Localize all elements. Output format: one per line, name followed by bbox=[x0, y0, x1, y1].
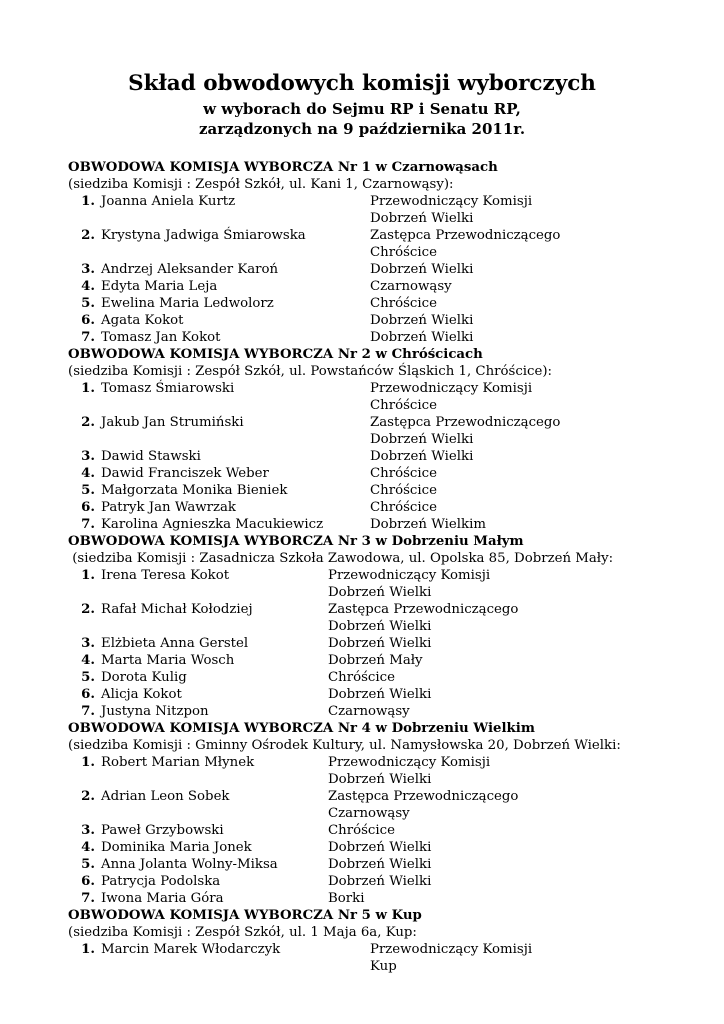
member-row bbox=[68, 329, 718, 346]
member-role: Przewodniczący Komisji bbox=[370, 381, 533, 396]
member-number: 1. bbox=[81, 942, 95, 957]
member-row bbox=[68, 703, 718, 720]
member-place-row bbox=[68, 958, 718, 975]
member-place: Chróścice bbox=[370, 483, 437, 498]
member-row bbox=[68, 482, 718, 499]
member-row bbox=[68, 873, 718, 890]
commission-seat: (siedziba Komisji : Zespół Szkół, ul. Powstańców Śląskich 1, Chróścice): bbox=[68, 364, 553, 379]
member-name: Anna Jolanta Wolny-Miksa bbox=[101, 857, 278, 872]
commission-seat: (siedziba Komisji : Zespół Szkół, ul. 1 Maja 6a, Kup: bbox=[68, 925, 417, 940]
member-place-row bbox=[68, 805, 718, 822]
member-name: Marcin Marek Włodarczyk bbox=[101, 942, 281, 957]
member-place: Dobrzeń Wielki bbox=[328, 857, 432, 872]
member-role: Przewodniczący Komisji bbox=[328, 755, 491, 770]
member-number: 3. bbox=[81, 262, 95, 277]
member-number: 1. bbox=[81, 194, 95, 209]
member-place: Dobrzeń Wielki bbox=[328, 636, 432, 651]
member-name: Dawid Stawski bbox=[101, 449, 201, 464]
member-role: Przewodniczący Komisji bbox=[370, 942, 533, 957]
member-row bbox=[68, 890, 718, 907]
member-place-row bbox=[68, 771, 718, 788]
member-place: Chróścice bbox=[370, 245, 437, 260]
commission-heading: OBWODOWA KOMISJA WYBORCZA Nr 1 w Czarnowąsach bbox=[68, 160, 498, 175]
member-name: Justyna Nitzpon bbox=[101, 704, 209, 719]
member-name: Joanna Aniela Kurtz bbox=[101, 194, 236, 209]
member-place: Chróścice bbox=[370, 398, 437, 413]
member-place-row bbox=[68, 618, 718, 635]
member-number: 6. bbox=[81, 313, 95, 328]
member-name: Robert Marian Młynek bbox=[101, 755, 255, 770]
document-title: Skład obwodowych komisji wyborczych bbox=[128, 71, 596, 96]
member-place: Dobrzeń Wielki bbox=[328, 874, 432, 889]
member-place: Dobrzeń Wielki bbox=[370, 211, 474, 226]
member-number: 1. bbox=[81, 568, 95, 583]
member-row bbox=[68, 754, 718, 771]
member-name: Małgorzata Monika Bieniek bbox=[101, 483, 288, 498]
member-row bbox=[68, 499, 718, 516]
member-name: Karolina Agnieszka Macukiewicz bbox=[101, 517, 324, 532]
member-row bbox=[68, 380, 718, 397]
member-place: Chróścice bbox=[370, 296, 437, 311]
member-row bbox=[68, 856, 718, 873]
member-place-row bbox=[68, 210, 718, 227]
member-row bbox=[68, 567, 718, 584]
member-number: 5. bbox=[81, 296, 95, 311]
member-number: 7. bbox=[81, 891, 95, 906]
member-name: Elżbieta Anna Gerstel bbox=[101, 636, 249, 651]
member-number: 3. bbox=[81, 449, 95, 464]
member-name: Iwona Maria Góra bbox=[101, 891, 224, 906]
member-name: Ewelina Maria Ledwolorz bbox=[101, 296, 274, 311]
member-role: Zastępca Przewodniczącego bbox=[328, 789, 519, 804]
member-place-row bbox=[68, 244, 718, 261]
member-name: Irena Teresa Kokot bbox=[101, 568, 230, 583]
member-place: Czarnowąsy bbox=[370, 279, 452, 294]
member-place: Chróścice bbox=[328, 823, 395, 838]
member-role: Przewodniczący Komisji bbox=[370, 194, 533, 209]
member-number: 6. bbox=[81, 687, 95, 702]
commission-section bbox=[68, 159, 718, 346]
member-place: Dobrzeń Mały bbox=[328, 653, 423, 668]
member-number: 5. bbox=[81, 670, 95, 685]
commission-section bbox=[68, 720, 718, 907]
commission-list bbox=[68, 159, 718, 975]
member-number: 4. bbox=[81, 840, 95, 855]
commission-section bbox=[68, 907, 718, 975]
member-name: Dominika Maria Jonek bbox=[101, 840, 252, 855]
member-row bbox=[68, 601, 718, 618]
member-name: Dorota Kulig bbox=[101, 670, 187, 685]
member-place-row bbox=[68, 431, 718, 448]
member-row bbox=[68, 295, 718, 312]
member-row bbox=[68, 261, 718, 278]
member-name: Patrycja Podolska bbox=[101, 874, 221, 889]
member-row bbox=[68, 312, 718, 329]
commission-heading: OBWODOWA KOMISJA WYBORCZA Nr 5 w Kup bbox=[68, 908, 422, 923]
member-row bbox=[68, 193, 718, 210]
member-place: Chróścice bbox=[328, 670, 395, 685]
member-number: 2. bbox=[81, 228, 95, 243]
member-row bbox=[68, 414, 718, 431]
member-row bbox=[68, 822, 718, 839]
member-row bbox=[68, 839, 718, 856]
member-number: 1. bbox=[81, 381, 95, 396]
member-place-row bbox=[68, 397, 718, 414]
member-place: Chróścice bbox=[370, 466, 437, 481]
member-place: Chróścice bbox=[370, 500, 437, 515]
member-place: Dobrzeń Wielki bbox=[328, 585, 432, 600]
member-row bbox=[68, 635, 718, 652]
member-place: Dobrzeń Wielki bbox=[328, 687, 432, 702]
member-role: Zastępca Przewodniczącego bbox=[328, 602, 519, 617]
member-place: Dobrzeń Wielki bbox=[328, 772, 432, 787]
member-place: Czarnowąsy bbox=[328, 806, 410, 821]
member-name: Paweł Grzybowski bbox=[101, 823, 224, 838]
commission-seat: (siedziba Komisji : Gminny Ośrodek Kultury, ul. Namysłowska 20, Dobrzeń Wielki: bbox=[68, 738, 621, 753]
member-place: Dobrzeń Wielki bbox=[370, 262, 474, 277]
member-number: 4. bbox=[81, 466, 95, 481]
member-number: 5. bbox=[81, 857, 95, 872]
member-name: Krystyna Jadwiga Śmiarowska bbox=[101, 228, 306, 243]
member-name: Edyta Maria Leja bbox=[101, 279, 218, 294]
member-number: 7. bbox=[81, 704, 95, 719]
member-number: 2. bbox=[81, 789, 95, 804]
member-number: 5. bbox=[81, 483, 95, 498]
member-row bbox=[68, 788, 718, 805]
member-name: Rafał Michał Kołodziej bbox=[101, 602, 253, 617]
member-role: Zastępca Przewodniczącego bbox=[370, 228, 561, 243]
commission-heading: OBWODOWA KOMISJA WYBORCZA Nr 4 w Dobrzeniu Wielkim bbox=[68, 721, 535, 736]
member-name: Patryk Jan Wawrzak bbox=[101, 500, 236, 515]
member-name: Tomasz Śmiarowski bbox=[101, 381, 235, 396]
member-name: Tomasz Jan Kokot bbox=[101, 330, 221, 345]
member-number: 3. bbox=[81, 636, 95, 651]
member-role: Zastępca Przewodniczącego bbox=[370, 415, 561, 430]
member-place: Kup bbox=[370, 959, 397, 974]
member-row bbox=[68, 652, 718, 669]
member-number: 2. bbox=[81, 602, 95, 617]
member-place: Dobrzeń Wielki bbox=[370, 313, 474, 328]
member-row bbox=[68, 465, 718, 482]
member-number: 7. bbox=[81, 330, 95, 345]
member-row bbox=[68, 278, 718, 295]
document-subtitle-line2: zarządzonych na 9 października 2011r. bbox=[198, 120, 526, 138]
member-name: Agata Kokot bbox=[101, 313, 184, 328]
member-place: Dobrzeń Wielki bbox=[370, 449, 474, 464]
member-place-row bbox=[68, 584, 718, 601]
commission-heading: OBWODOWA KOMISJA WYBORCZA Nr 2 w Chróścicach bbox=[68, 347, 483, 362]
member-row bbox=[68, 686, 718, 703]
commission-seat: (siedziba Komisji : Zasadnicza Szkoła Zawodowa, ul. Opolska 85, Dobrzeń Mały: bbox=[68, 551, 614, 566]
member-number: 6. bbox=[81, 500, 95, 515]
member-row bbox=[68, 448, 718, 465]
member-name: Marta Maria Wosch bbox=[101, 653, 235, 668]
commission-section bbox=[68, 533, 718, 720]
member-number: 6. bbox=[81, 874, 95, 889]
member-place: Czarnowąsy bbox=[328, 704, 410, 719]
member-row bbox=[68, 669, 718, 686]
member-number: 7. bbox=[81, 517, 95, 532]
member-place: Dobrzeń Wielki bbox=[328, 619, 432, 634]
member-name: Andrzej Aleksander Karoń bbox=[101, 262, 279, 277]
member-place: Dobrzeń Wielki bbox=[328, 840, 432, 855]
member-place: Dobrzeń Wielki bbox=[370, 330, 474, 345]
member-row bbox=[68, 941, 718, 958]
member-number: 4. bbox=[81, 279, 95, 294]
member-row bbox=[68, 227, 718, 244]
member-place: Dobrzeń Wielkim bbox=[370, 517, 486, 532]
commission-section bbox=[68, 346, 718, 533]
member-role: Przewodniczący Komisji bbox=[328, 568, 491, 583]
member-name: Alicja Kokot bbox=[101, 687, 182, 702]
member-name: Jakub Jan Strumiński bbox=[101, 415, 244, 430]
member-place: Borki bbox=[328, 891, 365, 906]
member-name: Dawid Franciszek Weber bbox=[101, 466, 269, 481]
member-number: 3. bbox=[81, 823, 95, 838]
member-row bbox=[68, 516, 718, 533]
document-subtitle-line1: w wyborach do Sejmu RP i Senatu RP, bbox=[203, 100, 521, 118]
member-name: Adrian Leon Sobek bbox=[101, 789, 230, 804]
member-number: 2. bbox=[81, 415, 95, 430]
member-number: 1. bbox=[81, 755, 95, 770]
commission-heading: OBWODOWA KOMISJA WYBORCZA Nr 3 w Dobrzeniu Małym bbox=[68, 534, 524, 549]
commission-seat: (siedziba Komisji : Zespół Szkół, ul. Kani 1, Czarnowąsy): bbox=[68, 177, 454, 192]
member-place: Dobrzeń Wielki bbox=[370, 432, 474, 447]
member-number: 4. bbox=[81, 653, 95, 668]
